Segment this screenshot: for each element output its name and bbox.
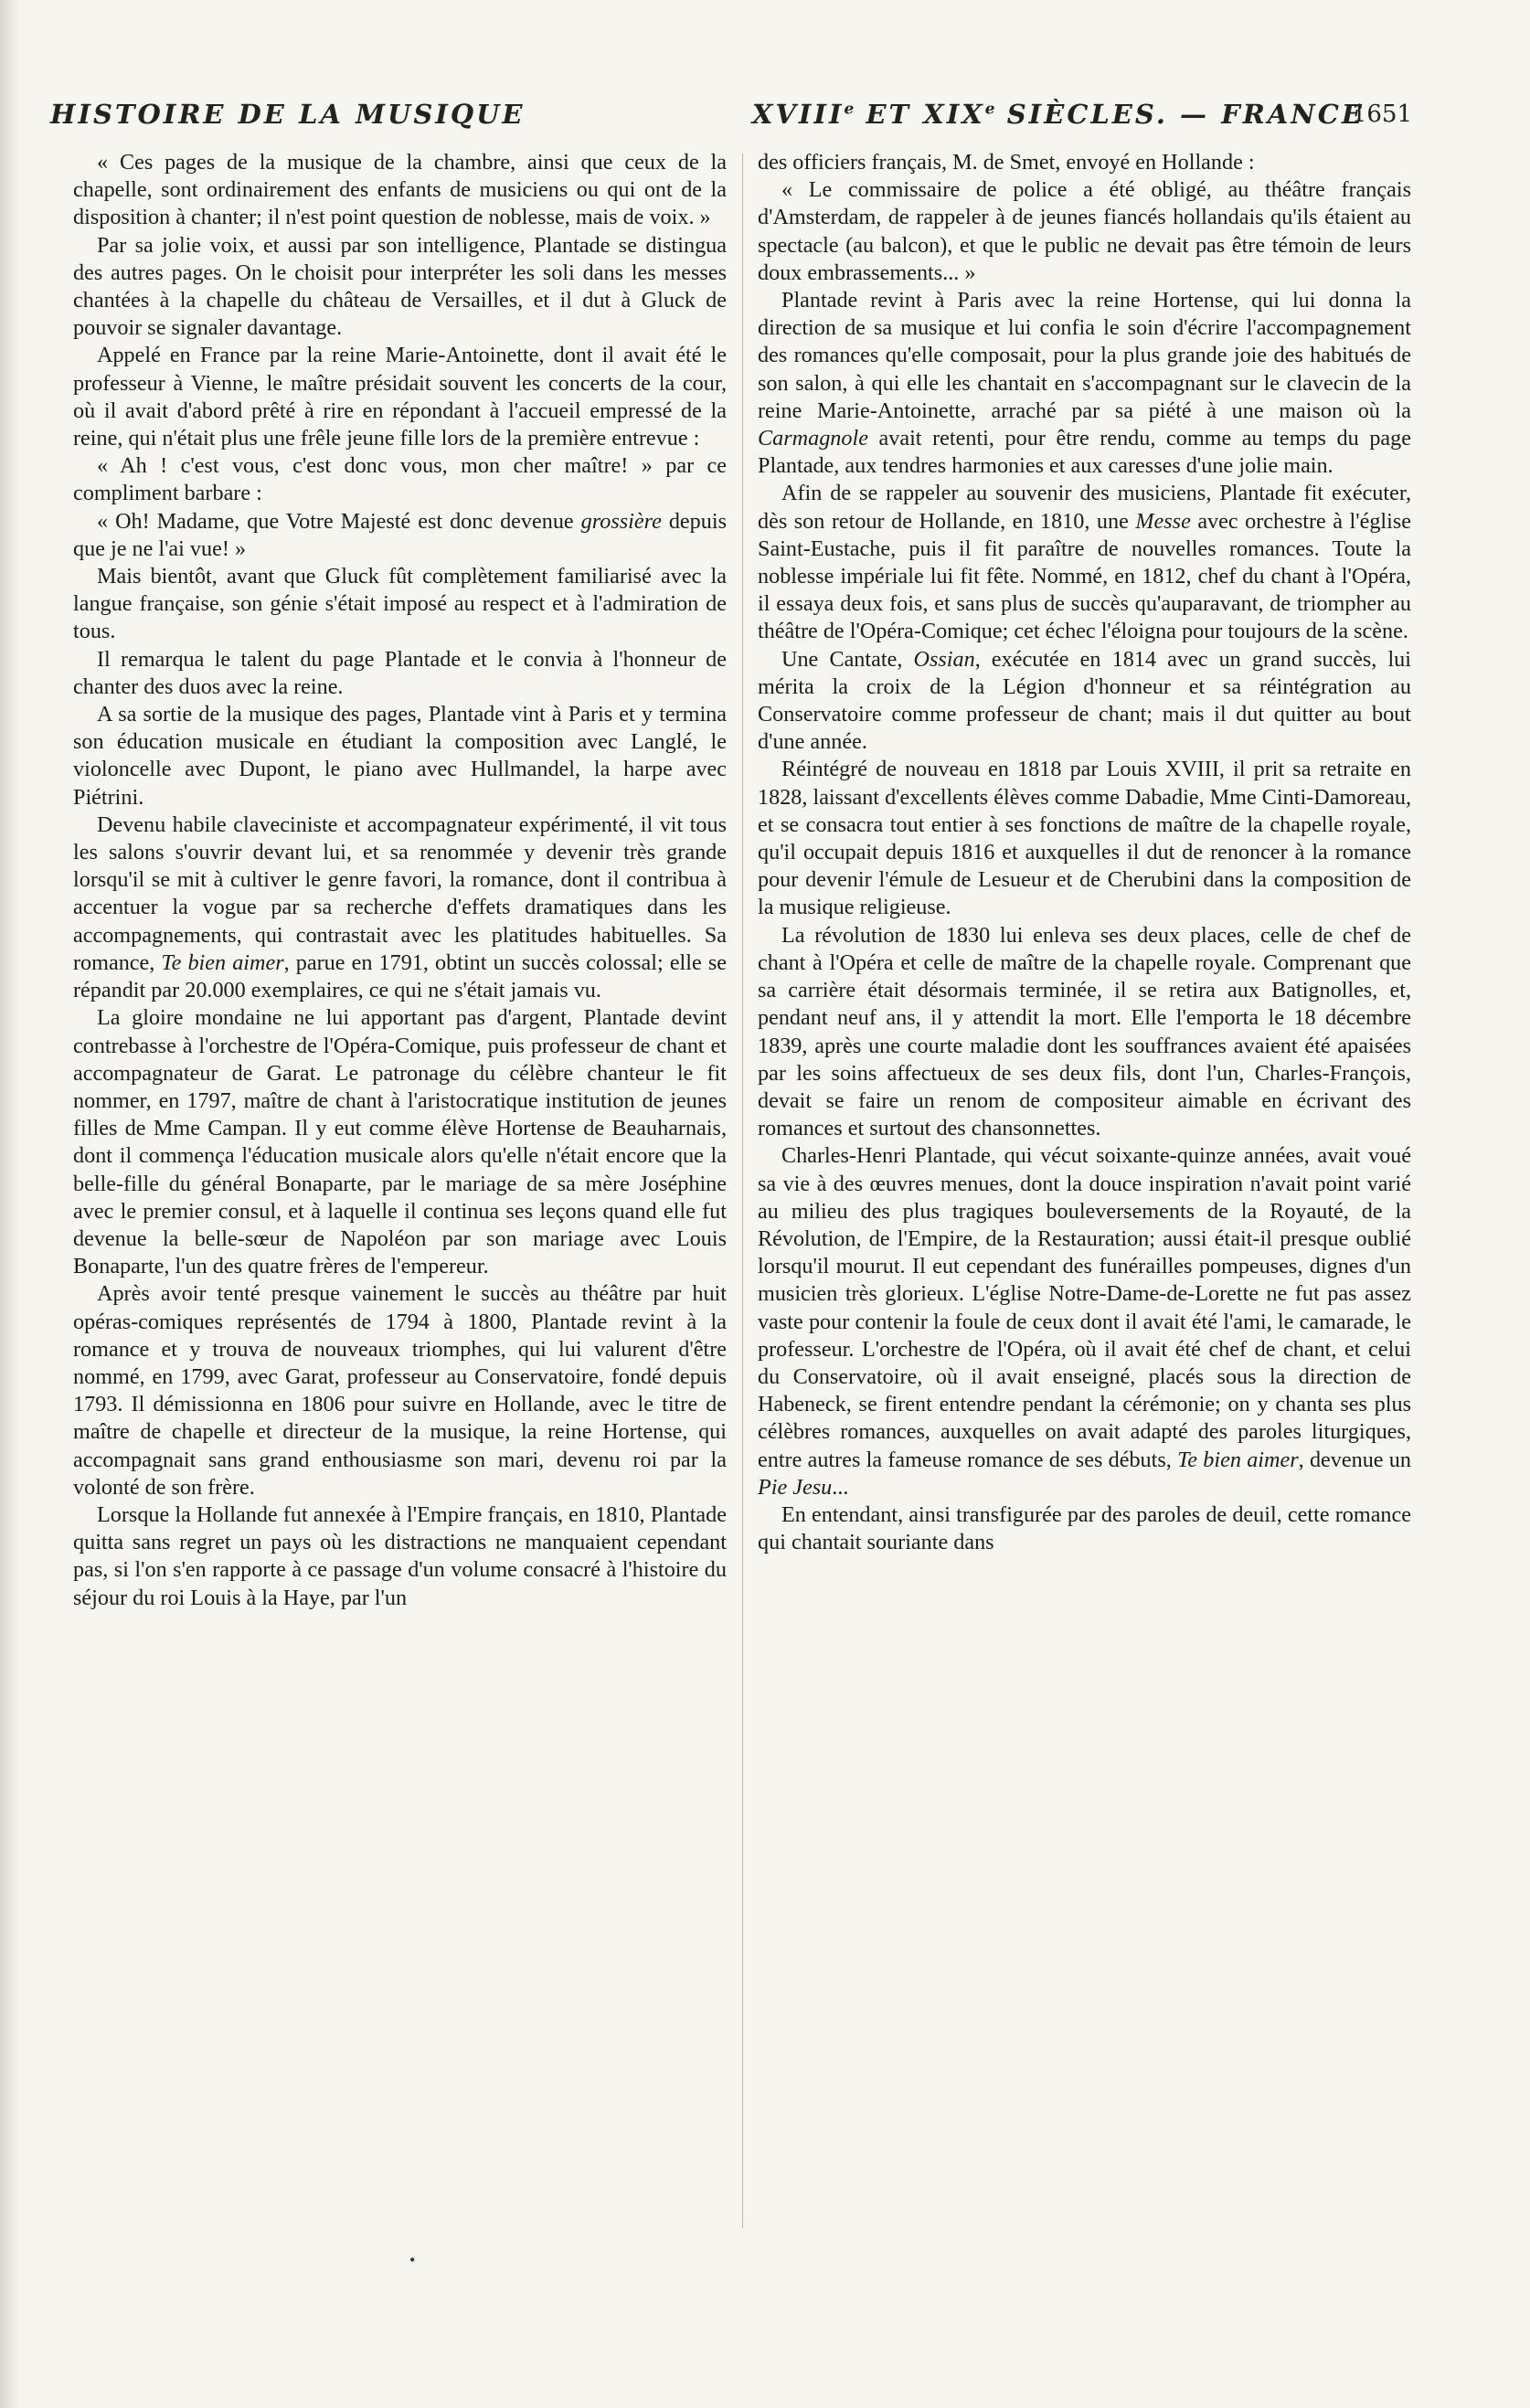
paragraph [73, 1004, 727, 1280]
paragraph-text: « Ces pages de la musique de la chambre, ainsi que ceux de la chapelle, sont ordinairement des enfants de musiciens ou qui ont de la disposition à chanter; il n'est point question de noblesse, mais de voix. » [73, 150, 727, 230]
paragraph [73, 149, 727, 232]
left-text-column [73, 149, 727, 1612]
paragraph-text: , devenue un [1298, 1447, 1411, 1472]
paragraph-text: Lorsque la Hollande fut annexée à l'Empire français, en 1810, Plantade quitta sans regret un pays où les distractions ne manquaient cependant pas, si l'on s'en rapporte à ce passage d'un volume consacré à l'histoire du séjour du roi Louis à la Haye, par l'un [73, 1501, 727, 1610]
paragraph-text: Mais bientôt, avant que Gluck fût complètement familiarisé avec la langue française, son génie s'était imposé au respect et à l'admiration de tous. [73, 564, 727, 644]
paragraph [73, 342, 727, 452]
paragraph-text: « Ah ! c'est vous, c'est donc vous, mon cher maître! » par ce compliment barbare : [73, 453, 727, 506]
paragraph-text: A sa sortie de la musique des pages, Plantade vint à Paris et y termina son éducation musicale en étudiant la composition avec Langlé, le violoncelle avec Dupont, le piano avec Hullmandel, la harpe avec Piétrini. [73, 702, 727, 810]
footer-mark: • [409, 2251, 416, 2269]
paragraph-text: En entendant, ainsi transfigurée par des paroles de deuil, cette romance qui chantait souriante dans [758, 1501, 1411, 1555]
paragraph [758, 176, 1411, 287]
paragraph-text: « Oh! Madame, que Votre Majesté est donc devenue [97, 508, 581, 534]
paragraph-text: Il remarqua le talent du page Plantade et le convia à l'honneur de chanter des duos avec la reine. [73, 646, 727, 699]
paragraph [758, 646, 1411, 757]
header-title-right: XVIIIe ET XIXe SIÈCLES. — FRANCE [751, 99, 1365, 130]
paragraph [73, 812, 727, 1004]
paragraph-text: , exécutée en 1814 avec un grand succès, lui mérita la croix de la Légion d'honneur et sa réintégration au Conservatoire comme professeur de chant; mais il dut quitter au bout d'une année. [758, 646, 1411, 755]
paragraph-text: ... [832, 1474, 849, 1500]
paragraph-text: La révolution de 1830 lui enleva ses deux places, celle de chef de chant à l'Opéra et celle de maître de la chapelle royale. Comprenant que sa carrière était désormais terminée, il se retira aux Batignolles, et, pendant neuf ans, il y attendit la mort. Elle l'emporta le 18 décembre 1839, après une courte maladie dont les souffrances avaient été apaisées par les soins affectueux de ses deux fils, dont l'un, Charles-François, devait se faire un renom de compositeur aimable en écrivant des romances et surtout des chansonnettes. [758, 922, 1411, 1141]
page-gutter-shadow [0, 0, 20, 2408]
paragraph [73, 1501, 727, 1612]
paragraph-text: Plantade revint à Paris avec la reine Hortense, qui lui donna la direction de sa musique et lui confia le soin d'écrire l'accompagnement des romances qu'elle composait, pour la plus grande joie des habitués de son salon, à qui elle les chantait en s'accompagnant sur le clavecin de la reine Marie-Antoinette, arraché par sa piété à une maison où la [758, 288, 1411, 423]
paragraph-text: des officiers français, M. de Smet, envoyé en Hollande : [758, 150, 1255, 175]
paragraph [73, 701, 727, 812]
paragraph [73, 646, 727, 701]
paragraph-text: Une Cantate, [781, 646, 914, 672]
italic-title: Ossian [913, 646, 975, 672]
italic-title: Pie Jesu [758, 1474, 833, 1500]
paragraph-text: , parue en 1791, obtint un succès colossal; elle se répandit par 20.000 exemplaires, ce qui ne s'était jamais vu. [73, 949, 727, 1003]
paragraph [758, 480, 1411, 645]
paragraph-text: avec orchestre à l'église Saint-Eustache, puis il fit paraître de nouvelles romances. Toute la noblesse impériale lui fit fête. Nommé, en 1812, chef du chant à l'Opéra, il essaya deux fois, et sans plus de succès qu'auparavant, de triompher au théâtre de l'Opéra-Comique; cet échec l'éloigna pour toujours de la scène. [758, 508, 1412, 644]
paragraph [758, 287, 1411, 480]
paragraph-text: depuis que je ne l'ai vue! » [73, 508, 727, 561]
right-text-column [758, 149, 1411, 1556]
paragraph-text: La gloire mondaine ne lui apportant pas d'argent, Plantade devint contrebasse à l'orchestre de l'Opéra-Comique, puis professeur de chant et accompagnateur de Garat. Le patronage du célèbre chanteur le fit nommer, en 1797, maître de chant à l'aristocratique institution de jeunes filles de Mme Campan. Il y eut comme élève Hortense de Beauharnais, dont il commença l'éducation musicale alors qu'elle n'était encore que la belle-fille du général Bonaparte, par le mariage de sa mère Joséphine avec le premier consul, et à laquelle il continua ses leçons quand elle fut devenue la belle-sœur de Napoléon par son mariage avec Louis Bonaparte, l'un des quatre frères de l'empereur. [73, 1005, 727, 1279]
italic-title: Carmagnole [758, 426, 868, 451]
paragraph [73, 508, 727, 563]
paragraph-text: avait retenti, pour être rendu, comme au temps du page Plantade, aux tendres harmonies et aux caresses d'une jolie main. [758, 426, 1411, 479]
paragraph-text: Réintégré de nouveau en 1818 par Louis XVIII, il prit sa retraite en 1828, laissant d'excellents élèves comme Dabadie, Mme Cinti-Damoreau, et se consacra tout entier à ses fonctions de maître de la chapelle royale, qu'il occupait depuis 1816 et auxquelles il dut de renoncer à la romance pour devenir l'émule de Lesueur et de Cherubini dans la composition de la musique religieuse. [758, 757, 1411, 920]
paragraph-text: Par sa jolie voix, et aussi par son intelligence, Plantade se distingua des autres pages. On le choisit pour interpréter les soli dans les messes chantées à la chapelle du château de Versailles, et il dut à Gluck de pouvoir se signaler davantage. [73, 232, 727, 341]
paragraph [73, 232, 727, 343]
paragraph-text: Devenu habile claveciniste et accompagnateur expérimenté, il vit tous les salons s'ouvrir devant lui, et sa renommée y devenir très grande lorsqu'il se mit à cultiver le genre favori, la romance, dont il contribua à accentuer la vogue par sa recherche d'effets dramatiques dans les accompagnements, qui contrastait avec les platitudes habituelles. Sa romance, [73, 812, 727, 975]
paragraph-text: « Le commissaire de police a été obligé, au théâtre français d'Amsterdam, de rappeler à de jeunes fiancés hollandais qu'ils étaient au spectacle (au balcon), et que le public ne devait pas être témoin de leurs doux embrassements... » [758, 177, 1411, 285]
header-title-left: HISTOIRE DE LA MUSIQUE [50, 99, 526, 130]
page-number: 1651 [1351, 101, 1412, 128]
italic-title: grossière [580, 508, 662, 534]
paragraph [758, 922, 1411, 1143]
paragraph [758, 1142, 1411, 1501]
paragraph-text: Appelé en France par la reine Marie-Antoinette, dont il avait été le professeur à Vienne, le maître présidait souvent les concerts de la cour, où il avait d'abord prêté à rire en répondant à l'accueil empressé de la reine, qui n'était plus une frêle jeune fille lors de la première entrevue : [73, 343, 727, 451]
paragraph [758, 1501, 1411, 1556]
paragraph [758, 149, 1411, 176]
paragraph-text: Afin de se rappeler au souvenir des musiciens, Plantade fit exécuter, dès son retour de Hollande, en 1810, une [758, 481, 1411, 534]
column-divider [742, 154, 743, 2228]
paragraph [73, 1280, 727, 1501]
paragraph-text: Après avoir tenté presque vainement le succès au théâtre par huit opéras-comiques représentés de 1794 à 1800, Plantade revint à la romance et y trouva de nouveaux triomphes, qui lui valurent d'être nommé, en 1799, avec Garat, professeur au Conservatoire, fondé depuis 1793. Il démissionna en 1806 pour suivre en Hollande, avec le titre de maître de chapelle et directeur de la musique, la reine Hortense, qui accompagnait sans grand enthousiasme son mari, devenu roi par la volonté de son frère. [73, 1281, 727, 1500]
italic-title: Messe [1135, 508, 1191, 534]
italic-title: Te bien aimer [1177, 1447, 1299, 1472]
paragraph [73, 452, 727, 507]
italic-title: Te bien aimer [161, 949, 284, 975]
paragraph-text: Charles-Henri Plantade, qui vécut soixante-quinze années, avait voué sa vie à des œuvres menues, dont la douce inspiration n'avait point varié au milieu des plus tragiques bouleversements de la Royauté, de la Révolution, de l'Empire, de la Restauration; aussi était-il presque oublié lorsqu'il mourut. Il eut cependant des funérailles pompeuses, dignes d'un musicien très glorieux. L'église Notre-Dame-de-Lorette ne fut pas assez vaste pour contenir la foule de ceux dont il avait été l'ami, le camarade, le professeur. L'orchestre de l'Opéra, où il avait été chef de chant, et celui du Conservatoire, où il avait enseigné, placés sous la direction de Habeneck, se firent entendre pendant la cérémonie; on y chanta ses plus célèbres romances, auxquelles on avait adapté des paroles liturgiques, entre autres la fameuse romance de ses débuts, [758, 1143, 1411, 1472]
paragraph [758, 756, 1411, 921]
running-header [50, 99, 1412, 143]
paragraph [73, 563, 727, 646]
